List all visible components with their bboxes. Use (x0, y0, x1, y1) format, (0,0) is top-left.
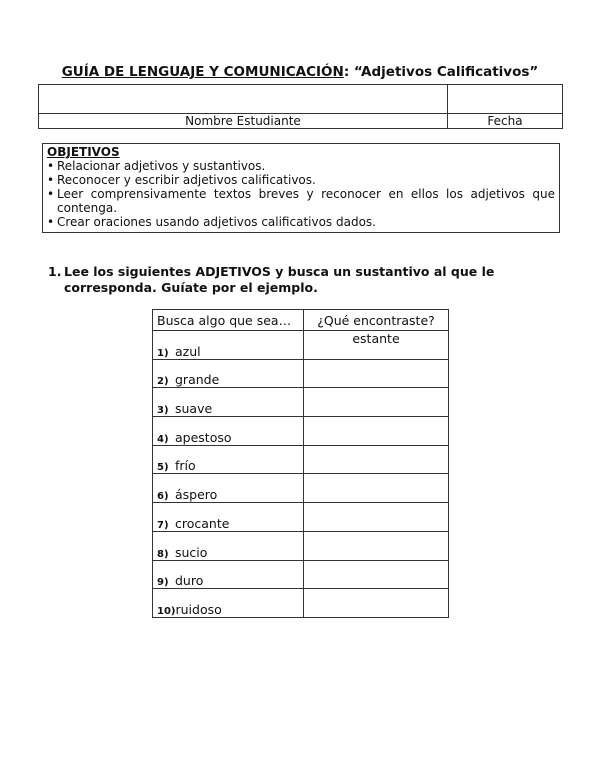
objectives-heading: OBJETIVOS (47, 145, 120, 159)
question-number: 1. (48, 264, 62, 279)
objectives-list (47, 159, 555, 229)
table-row (153, 503, 449, 532)
table-row (153, 474, 449, 503)
row-number: 10) (157, 605, 176, 617)
row-number: 6) (157, 491, 169, 503)
objectives-box (42, 143, 560, 233)
adjective-label: áspero (175, 487, 218, 503)
objective-item: • Crear oraciones usando adjetivos calificativos dados. (47, 215, 376, 229)
date-field[interactable] (448, 85, 563, 114)
table-row (153, 331, 449, 360)
bullet-icon: • (47, 159, 55, 173)
row-number: 7) (157, 519, 169, 531)
title-heading: GUÍA DE LENGUAJE Y COMUNICACIÓN (61, 64, 344, 80)
table-row (153, 531, 449, 560)
date-label: Fecha (448, 114, 563, 129)
adjective-table (152, 309, 449, 618)
title-subtitle: “Adjetivos Calificativos” (353, 64, 539, 80)
objective-item: • Relacionar adjetivos y sustantivos. (47, 159, 266, 173)
objective-item: • Leer comprensivamente textos breves y reconocer en ellos los adjetivos que contenga. (47, 187, 555, 215)
table-row (153, 359, 449, 388)
adjective-label: crocante (175, 515, 230, 531)
bullet-icon: • (47, 173, 55, 187)
answer-cell[interactable] (304, 531, 449, 560)
answer-cell[interactable] (304, 445, 449, 474)
objective-item: • Reconocer y escribir adjetivos calificativos. (47, 173, 316, 187)
answer-cell[interactable] (304, 503, 449, 532)
answer-cell[interactable] (304, 560, 449, 589)
row-number: 1) (157, 347, 169, 359)
row-number: 2) (157, 376, 169, 388)
worksheet-title (0, 64, 600, 80)
adjective-label: ruidoso (175, 601, 222, 617)
student-info-table (38, 84, 563, 129)
adjective-label: azul (175, 343, 201, 359)
answer-cell[interactable] (304, 474, 449, 503)
adjective-label: sucio (175, 544, 208, 560)
row-number: 4) (157, 433, 169, 445)
answer-cell[interactable] (304, 388, 449, 417)
adjective-label: grande (175, 372, 220, 388)
table-row (153, 560, 449, 589)
bullet-icon: • (47, 187, 55, 201)
row-number: 8) (157, 548, 169, 560)
adjective-label: frío (175, 458, 196, 474)
table-row (153, 589, 449, 618)
table-row (153, 445, 449, 474)
adjective-label: duro (175, 573, 204, 589)
bullet-icon: • (47, 215, 55, 229)
answer-cell[interactable] (304, 359, 449, 388)
answer-cell[interactable] (304, 417, 449, 446)
title-separator: : (343, 64, 354, 80)
row-number: 5) (157, 462, 169, 474)
answer-cell[interactable]: estante (304, 331, 449, 360)
row-number: 3) (157, 405, 169, 417)
column-header-answer: ¿Qué encontraste? (304, 310, 449, 331)
table-row (153, 417, 449, 446)
student-name-field[interactable] (39, 85, 448, 114)
question-text: Lee los siguientes ADJETIVOS y busca un sustantivo al que le corresponda. Guíate por el ejemplo. (64, 264, 495, 295)
table-row (153, 388, 449, 417)
row-number: 9) (157, 577, 169, 589)
answer-cell[interactable] (304, 589, 449, 618)
adjective-label: suave (175, 401, 213, 417)
adjective-label: apestoso (175, 429, 232, 445)
column-header-adjective: Busca algo que sea… (153, 310, 304, 331)
question-1 (48, 264, 562, 296)
student-name-label: Nombre Estudiante (39, 114, 448, 129)
